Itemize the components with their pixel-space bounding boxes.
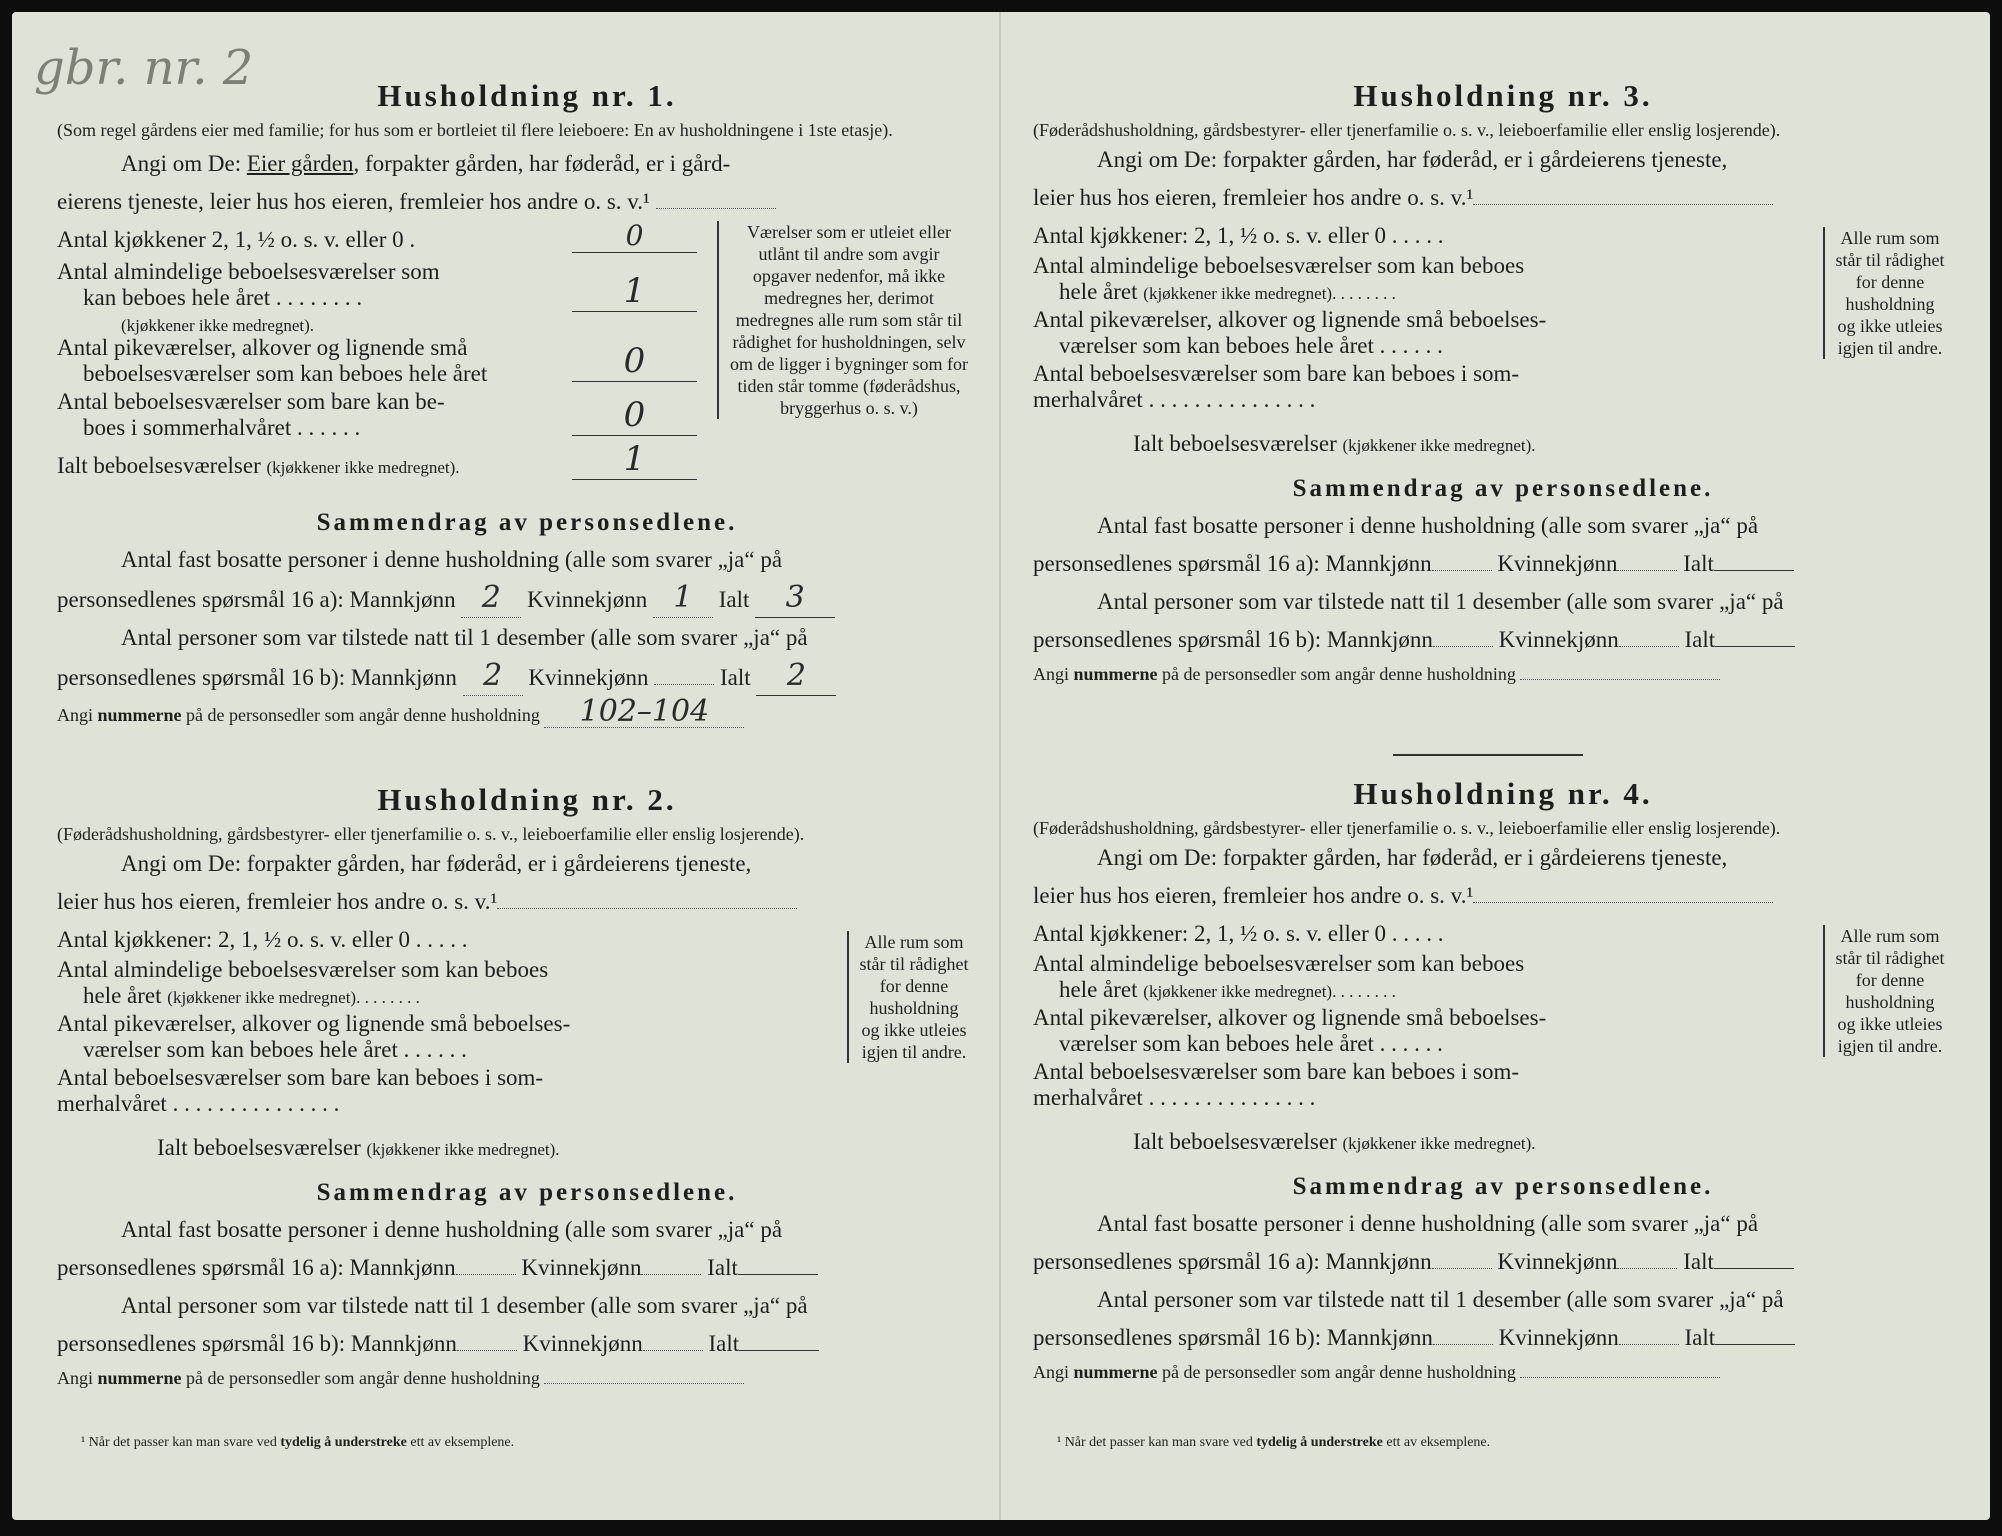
- section-divider: [1393, 754, 1583, 756]
- household-3-rooms: Antal kjøkkener: 2, 1, ½ o. s. v. eller 0 . . . . . Antal almindelige beboelsesværelser som kan beboes hele året (kjøkkener ikke medregnet). . . . . . . . Antal pikeværelser, alkover og lignende små beboelses- værelser som kan beboes hele året . . . . . . Antal beboelsesværelser som bare kan beboes i som- merhalvåret . . . . . . . . . . . . . . . Ialt beboelsesværelser (kjøkkener ikke medregnet). Alle rum som står til rådighet for denne husholdning og ikke utleies igjen til andre.: [1033, 223, 1945, 456]
- page-fold: [999, 12, 1001, 1520]
- handwritten-corner-note: gbr. nr. 2: [34, 40, 254, 96]
- total-rooms-row: Ialt beboelsesværelser (kjøkkener ikke medregnet).: [57, 453, 460, 478]
- ordinary-rooms-value: 1: [572, 271, 697, 312]
- present-male-value: 2: [463, 657, 523, 696]
- kitchens-row: Antal kjøkkener 2, 1, ½ o. s. v. eller 0 .: [57, 227, 416, 252]
- household-3-rooms-note: Alle rum som står til rådighet for denne husholdning og ikke utleies igjen til andre.: [1823, 227, 1945, 359]
- census-form-sheet: [12, 12, 1990, 1520]
- household-1-present-counts: personsedlenes spørsmål 16 b): Mannkjønn 2 Kvinnekjønn Ialt 2: [57, 657, 997, 697]
- household-2-status-line-2: leier hus hos eieren, fremleier hos andre o. s. v.¹: [57, 883, 997, 921]
- total-rooms-value: 1: [572, 439, 697, 480]
- household-1-status-line-1: Angi om De: Eier gården, forpakter gården, har føderåd, er i gård-: [121, 151, 731, 176]
- household-2-summary-title: Sammendrag av personsedlene.: [316, 1179, 738, 1206]
- household-1-present-persons: Antal personer som var tilstede natt til 1 desember (alle som svarer „ja“ på: [121, 625, 808, 650]
- household-1-summary-title: Sammendrag av personsedlene.: [316, 509, 738, 536]
- household-3-summary-title: Sammendrag av personsedlene.: [1292, 475, 1714, 502]
- household-2-rooms-note: Alle rum som står til rådighet for denne husholdning og ikke utleies igjen til andre.: [847, 931, 969, 1063]
- household-4-section: Husholdning nr. 4. (Føderådshusholdning, gårdsbestyrer- eller tjenerfamilie o. s. v., leieboerfamilie eller enslig losjerende). Angi om De: forpakter gården, har føderåd, er i gårdeierens tjeneste, leier hus hos eieren, fremleier hos andre o. s. v.¹ Antal kjøkkener: 2, 1, ½ o. s. v. eller 0 . . . . . Antal almindelige beboelsesværelser som kan beboes hele året (kjøkkener ikke medregnet). . . . . . . . Antal pikeværelser, alkover og lignende små beboelses- værelser som kan beboes hele året . . . . . . Antal beboelsesværelser som bare kan beboes i som- merhalvåret . . . . . . . . . . . . . . . Ialt beboelsesværelser (kjøkkener ikke medregnet). Alle rum som står til rådighet for denne husholdning og ikke utleies igjen til andre. Sammendrag av personsedlene. Antal fast bosatte personer i denne husholdning (alle som svarer „ja“ på personsedlenes spørsmål 16 a): Mannkjønn Kvinnekjønn Ialt Antal personer som var tilstede natt til 1 desember (alle som svarer „ja“ på personsedlenes spørsmål 16 b): Mannkjønn Kvinnekjønn Ialt Angi nummerne på de personsedler som angår denne husholdning: [1033, 776, 1973, 1387]
- right-footnote: ¹ Når det passer kan man svare ved tydelig å understreke ett av eksemplene.: [1057, 1435, 1491, 1450]
- ordinary-rooms-row: Antal almindelige beboelsesværelser som kan beboes hele året . . . . . . . . (kjøkkener ikke medregnet).: [57, 259, 440, 335]
- household-2-section: Husholdning nr. 2. (Føderådshusholdning, gårdsbestyrer- eller tjenerfamilie o. s. v., leieboerfamilie eller enslig losjerende). Angi om De: forpakter gården, har føderåd, er i gårdeierens tjeneste, leier hus hos eieren, fremleier hos andre o. s. v.¹ Antal kjøkkener: 2, 1, ½ o. s. v. eller 0 . . . . . Antal almindelige beboelsesværelser som kan beboes hele året (kjøkkener ikke medregnet). . . . . . . . Antal pikeværelser, alkover og lignende små beboelses- værelser som kan beboes hele året . . . . . . Antal beboelsesværelser som bare kan beboes i som- merhalvåret . . . . . . . . . . . . . . . Ialt beboelsesværelser (kjøkkener ikke medregnet). Alle rum som står til rådighet for denne husholdning og ikke utleies igjen til andre. Sammendrag av personsedlene. Antal fast bosatte personer i denne husholdning (alle som svarer „ja“ på personsedlenes spørsmål 16 a): Mannkjønn Kvinnekjønn Ialt Antal personer som var tilstede natt til 1 desember (alle som svarer „ja“ på personsedlenes spørsmål 16 b): Mannkjønn Kvinnekjønn Ialt Angi nummerne på de personsedler som angår denne husholdning: [57, 782, 997, 1393]
- household-1-note: (Som regel gårdens eier med familie; for hus som er bortleiet til flere leieboere: En av husholdningene i 1ste etasje).: [57, 120, 893, 140]
- household-1-owner-underlined: Eier gården: [246, 151, 354, 176]
- household-1-section: [57, 78, 997, 730]
- kitchens-value: 0: [572, 219, 697, 253]
- household-1-rooms: [57, 219, 997, 497]
- household-4-note: (Føderådshusholdning, gårdsbestyrer- eller tjenerfamilie o. s. v., leieboerfamilie eller enslig losjerende).: [1033, 818, 1781, 838]
- left-page: [57, 12, 997, 1520]
- resident-male-value: 2: [461, 579, 521, 618]
- household-4-rooms-note: Alle rum som står til rådighet for denne husholdning og ikke utleies igjen til andre.: [1823, 925, 1945, 1057]
- household-2-status-line-1: Angi om De: forpakter gården, har føderåd, er i gårdeierens tjeneste,: [121, 851, 752, 876]
- resident-total-value: 3: [755, 579, 835, 618]
- household-3-section: Husholdning nr. 3. (Føderådshusholdning, gårdsbestyrer- eller tjenerfamilie o. s. v., leieboerfamilie eller enslig losjerende). Angi om De: forpakter gården, har føderåd, er i gårdeierens tjeneste, leier hus hos eieren, fremleier hos andre o. s. v.¹ Antal kjøkkener: 2, 1, ½ o. s. v. eller 0 . . . . . Antal almindelige beboelsesværelser som kan beboes hele året (kjøkkener ikke medregnet). . . . . . . . Antal pikeværelser, alkover og lignende små beboelses- værelser som kan beboes hele året . . . . . . Antal beboelsesværelser som bare kan beboes i som- merhalvåret . . . . . . . . . . . . . . . Ialt beboelsesværelser (kjøkkener ikke medregnet). Alle rum som står til rådighet for denne husholdning og ikke utleies igjen til andre. Sammendrag av personsedlene. Antal fast bosatte personer i denne husholdning (alle som svarer „ja“ på personsedlenes spørsmål 16 a): Mannkjønn Kvinnekjønn Ialt Antal personer som var tilstede natt til 1 desember (alle som svarer „ja“ på personsedlenes spørsmål 16 b): Mannkjønn Kvinnekjønn Ialt Angi nummerne på de personsedler som angår denne husholdning: [1033, 78, 1973, 689]
- slip-numbers-value: 102–104: [544, 697, 744, 728]
- household-3-title: Husholdning nr. 3.: [1353, 78, 1653, 113]
- household-2-rooms: Antal kjøkkener: 2, 1, ½ o. s. v. eller 0 . . . . . Antal almindelige beboelsesværelser som kan beboes hele året (kjøkkener ikke medregnet). . . . . . . . Antal pikeværelser, alkover og lignende små beboelses- værelser som kan beboes hele året . . . . . . Antal beboelsesværelser som bare kan beboes i som- merhalvåret . . . . . . . . . . . . . . . Ialt beboelsesværelser (kjøkkener ikke medregnet). Alle rum som står til rådighet for denne husholdning og ikke utleies igjen til andre.: [57, 927, 969, 1160]
- right-page: [1033, 12, 1973, 1520]
- household-4-title: Husholdning nr. 4.: [1353, 776, 1653, 811]
- maid-rooms-row: Antal pikeværelser, alkover og lignende små beboelsesværelser som kan beboes hele året: [57, 335, 488, 386]
- household-2-note: (Føderådshusholdning, gårdsbestyrer- eller tjenerfamilie o. s. v., leieboerfamilie eller enslig losjerende).: [57, 824, 805, 844]
- left-footnote: ¹ Når det passer kan man svare ved tydelig å understreke ett av eksemplene.: [81, 1435, 515, 1450]
- summer-rooms-row: Antal beboelsesværelser som bare kan be- boes i sommerhalvåret . . . . . .: [57, 389, 445, 440]
- resident-female-value: 1: [653, 579, 713, 618]
- household-3-note: (Føderådshusholdning, gårdsbestyrer- eller tjenerfamilie o. s. v., leieboerfamilie eller enslig losjerende).: [1033, 120, 1781, 140]
- maid-rooms-value: 0: [572, 341, 697, 382]
- household-4-summary-title: Sammendrag av personsedlene.: [1292, 1173, 1714, 1200]
- household-1-rooms-note: Værelser som er utleiet eller utlånt til andre som avgir opgaver nedenfor, må ikke medregnes her, derimot medregnes alle rum som står til rådighet for husholdningen, selv om de ligger i bygninger som for tiden står tomme (føderådshus, bryggerhus o. s. v.): [717, 221, 969, 419]
- household-4-rooms: Antal kjøkkener: 2, 1, ½ o. s. v. eller 0 . . . . . Antal almindelige beboelsesværelser som kan beboes hele året (kjøkkener ikke medregnet). . . . . . . . Antal pikeværelser, alkover og lignende små beboelses- værelser som kan beboes hele året . . . . . . Antal beboelsesværelser som bare kan beboes i som- merhalvåret . . . . . . . . . . . . . . . Ialt beboelsesværelser (kjøkkener ikke medregnet). Alle rum som står til rådighet for denne husholdning og ikke utleies igjen til andre.: [1033, 921, 1945, 1154]
- present-female-value: [654, 684, 714, 685]
- household-3-slip-numbers: Angi nummerne på de personsedler som angår denne husholdning: [1033, 659, 1973, 689]
- household-1-status-line-2: eierens tjeneste, leier hus hos eieren, fremleier hos andre o. s. v.¹: [57, 183, 997, 221]
- household-1-resident-counts: personsedlenes spørsmål 16 a): Mannkjønn 2 Kvinnekjønn 1 Ialt 3: [57, 579, 997, 619]
- household-2-title: Husholdning nr. 2.: [377, 782, 677, 817]
- household-1-title: Husholdning nr. 1.: [377, 78, 677, 113]
- household-1-resident-persons: Antal fast bosatte personer i denne husholdning (alle som svarer „ja“ på: [121, 547, 783, 572]
- household-1-slip-numbers: Angi nummerne på de personsedler som angår denne husholdning 102–104: [57, 697, 997, 730]
- present-total-value: 2: [756, 657, 836, 696]
- household-2-slip-numbers: Angi nummerne på de personsedler som angår denne husholdning: [57, 1363, 997, 1393]
- summer-rooms-value: 0: [572, 395, 697, 436]
- household-4-slip-numbers: Angi nummerne på de personsedler som angår denne husholdning: [1033, 1357, 1973, 1387]
